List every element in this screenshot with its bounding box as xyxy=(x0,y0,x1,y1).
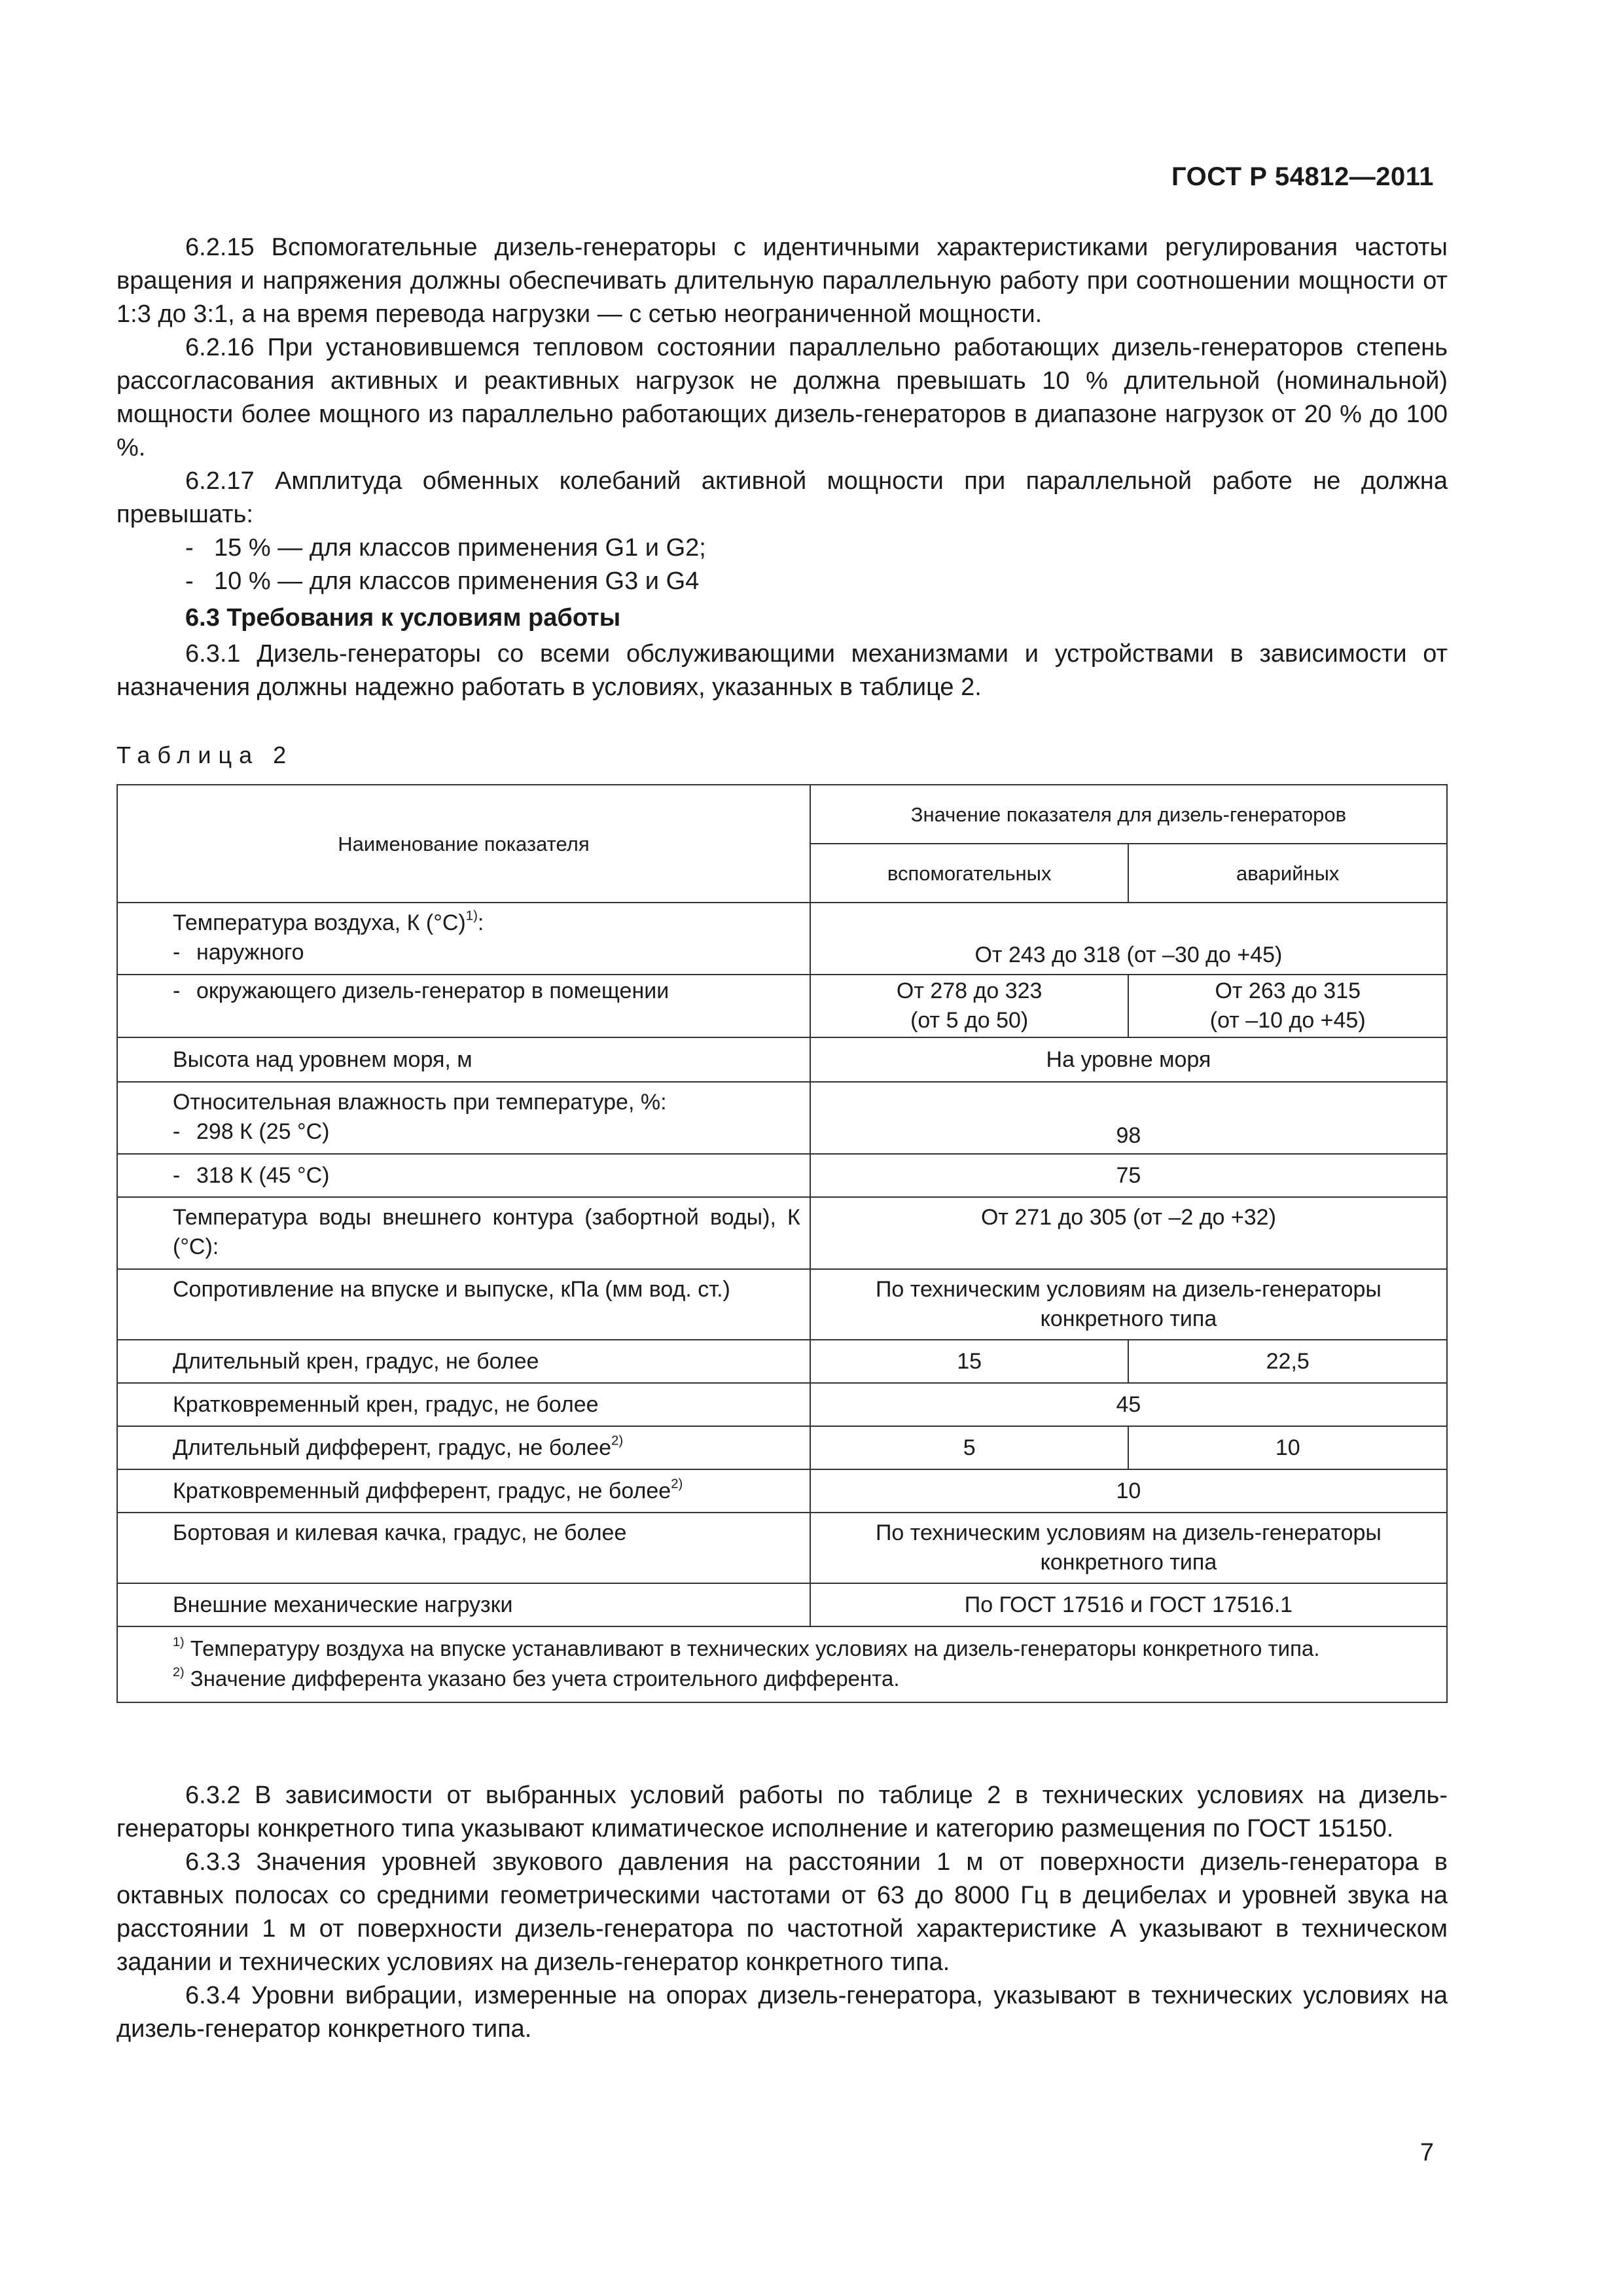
list-dash: - xyxy=(173,1162,181,1188)
room-air-label: окружающего дизель-генератор в помещении xyxy=(196,978,669,1003)
list-item-text: 10 % — для классов применения G3 и G4 xyxy=(214,567,700,595)
rolling-value: По техническим условиям на дизель-генераторы конкретного типа xyxy=(810,1513,1447,1583)
long-trim-label: Длительный дифферент, градус, не более xyxy=(173,1435,612,1460)
room-air-aux-value xyxy=(810,975,1129,1037)
table-row xyxy=(117,1426,1447,1469)
conditions-table xyxy=(116,784,1448,1703)
list-dash: - xyxy=(185,534,194,562)
document-designation: ГОСТ Р 54812—2011 xyxy=(1171,162,1434,191)
text-block-top xyxy=(116,231,1448,704)
humidity-label: Относительная влажность при температуре, %: xyxy=(173,1090,667,1115)
table-footnotes xyxy=(117,1626,1447,1702)
short-trim-value: 10 xyxy=(810,1469,1447,1513)
row-label xyxy=(117,1082,810,1154)
humidity-318-value: 75 xyxy=(810,1154,1447,1197)
table-row xyxy=(117,1154,1447,1197)
value-line: (от –10 до +45) xyxy=(1209,1008,1366,1033)
header-auxiliary: вспомогательных xyxy=(810,844,1129,903)
text-block-bottom xyxy=(116,1779,1448,2046)
table-row xyxy=(117,903,1447,975)
water-temp-value: От 271 до 305 (от –2 до +32) xyxy=(810,1197,1447,1269)
paragraph-6-2-16: 6.2.16 При установившемся тепловом состоянии параллельно работающих дизель-генераторов степень рассогласования активных и реактивных нагрузок не должна превышать 10 % длительной (номинальной) мощности более мощного из параллельно работающих дизель-генераторов в диапазоне нагрузок от 20 % до 100 %. xyxy=(116,334,1448,461)
footnote-ref: 1) xyxy=(465,908,478,924)
value-line: От 263 до 315 xyxy=(1215,978,1361,1003)
water-temp-label xyxy=(117,1197,810,1269)
outer-air-label: наружного xyxy=(196,940,304,965)
humidity-318-label: 318 К (45 °С) xyxy=(196,1162,330,1188)
paragraph-6-3-1: 6.3.1 Дизель-генераторы со всеми обслуживающими механизмами и устройствами в зависимости от назначения должны надежно работать в условиях, указанных в таблице 2. xyxy=(116,640,1448,701)
long-trim-emergency-value: 10 xyxy=(1128,1426,1447,1469)
room-air-emergency-value xyxy=(1128,975,1447,1037)
list-item xyxy=(116,531,1448,565)
table-row xyxy=(117,1383,1447,1426)
footnote-1-text: Температуру воздуха на впуске устанавливают в технических условиях на дизель-генераторы конкретного типа. xyxy=(190,1636,1320,1660)
value-line: (от 5 до 50) xyxy=(910,1008,1029,1033)
list-dash: - xyxy=(173,940,181,965)
long-trim-aux-value: 5 xyxy=(810,1426,1129,1469)
footnote-ref: 2) xyxy=(671,1477,683,1492)
section-heading: 6.3 Требования к условиям работы xyxy=(185,604,621,632)
list-item-text: 15 % — для классов применения G1 и G2; xyxy=(214,534,706,562)
paragraph-6-2-17: 6.2.17 Амплитуда обменных колебаний активной мощности при параллельной работе не должна превышать: xyxy=(116,467,1448,528)
header-emergency: аварийных xyxy=(1128,844,1447,903)
list-dash: - xyxy=(185,567,194,595)
table-row xyxy=(117,1037,1447,1082)
list-item xyxy=(116,565,1448,598)
row-label xyxy=(117,975,810,1037)
table-row xyxy=(117,975,1447,1037)
mech-loads-value: По ГОСТ 17516 и ГОСТ 17516.1 xyxy=(810,1583,1447,1626)
list-dash: - xyxy=(173,978,181,1003)
air-temperature-label: Температура воздуха, К (°С) xyxy=(173,910,466,935)
paragraph-6-3-2: 6.3.2 В зависимости от выбранных условий работы по таблице 2 в технических условиях на дизель-генераторы конкретного типа указывают климатическое исполнение и категорию размещения по ГОСТ 15150. xyxy=(116,1782,1448,1842)
humidity-298-value: 98 xyxy=(810,1082,1447,1154)
footnote-ref: 2) xyxy=(611,1433,624,1448)
paragraph-6-3-4: 6.3.4 Уровни вибрации, измеренные на опорах дизель-генератора, указывают в технических условиях на дизель-генератор конкретного типа. xyxy=(116,1982,1448,2043)
table-caption: Таблица 2 xyxy=(116,742,294,768)
table-footnotes-row xyxy=(117,1626,1447,1702)
table-row xyxy=(117,1513,1447,1583)
altitude-value: На уровне моря xyxy=(810,1037,1447,1082)
altitude-label: Высота над уровнем моря, м xyxy=(117,1037,810,1082)
table-row xyxy=(117,1197,1447,1269)
table-row xyxy=(117,1340,1447,1383)
value-line: От 278 до 323 xyxy=(896,978,1043,1003)
short-heel-value: 45 xyxy=(810,1383,1447,1426)
paragraph-6-3-3: 6.3.3 Значения уровней звукового давления на расстоянии 1 м от поверхности дизель-генератора в октавных полосах со средними геометрическими частотами от 63 до 8000 Гц в децибелах и уровней звука на расстоянии 1 м от поверхности дизель-генератора по частотной характеристике А указывают в техническом задании и технических условиях на дизель-генератор конкретного типа. xyxy=(116,1848,1448,1976)
humidity-298-label: 298 К (25 °С) xyxy=(196,1119,330,1144)
table-row xyxy=(117,1269,1447,1340)
footnote-mark: 2) xyxy=(173,1665,185,1680)
table-row xyxy=(117,1469,1447,1513)
outer-air-value: От 243 до 318 (от –30 до +45) xyxy=(810,903,1447,975)
resistance-label: Сопротивление на впуске и выпуске, кПа (мм вод. ст.) xyxy=(117,1269,810,1340)
footnote-mark: 1) xyxy=(173,1635,185,1650)
row-label xyxy=(117,1469,810,1513)
long-heel-aux-value: 15 xyxy=(810,1340,1129,1383)
list-dash: - xyxy=(173,1119,181,1144)
resistance-value: По техническим условиям на дизель-генераторы конкретного типа xyxy=(810,1269,1447,1340)
row-label: Температура воздуха, К $(^\circ С)^{1)}$: - наружного xyxy=(117,903,810,975)
footnote-1 xyxy=(127,1634,1437,1664)
footnote-2 xyxy=(127,1664,1437,1694)
row-label xyxy=(117,1426,810,1469)
water-temp-text: Температура воды внешнего контура (забортной воды), К (°С): xyxy=(173,1205,800,1259)
page-number: 7 xyxy=(1419,2139,1434,2166)
mech-loads-label: Внешние механические нагрузки xyxy=(117,1583,810,1626)
paragraph-6-2-15: 6.2.15 Вспомогательные дизель-генераторы с идентичными характеристиками регулирования частоты вращения и напряжения должны обеспечивать длительную параллельную работу при соотношении мощности от 1:3 до 3:1, а на время перевода нагрузки — с сетью неограниченной мощности. xyxy=(116,234,1448,328)
footnote-2-text: Значение дифферента указано без учета строительного дифферента. xyxy=(190,1666,900,1691)
long-heel-label: Длительный крен, градус, не более xyxy=(117,1340,810,1383)
table-header-row xyxy=(117,785,1447,844)
row-label xyxy=(117,1154,810,1197)
table-row xyxy=(117,1583,1447,1626)
rolling-label: Бортовая и килевая качка, градус, не более xyxy=(117,1513,810,1583)
header-indicator-name: Наименование показателя xyxy=(117,785,810,903)
long-heel-emergency-value: 22,5 xyxy=(1128,1340,1447,1383)
header-value-group: Значение показателя для дизель-генераторов xyxy=(810,785,1447,844)
table-row xyxy=(117,1082,1447,1154)
short-heel-label: Кратковременный крен, градус, не более xyxy=(117,1383,810,1426)
short-trim-label: Кратковременный дифферент, градус, не более xyxy=(173,1478,671,1503)
